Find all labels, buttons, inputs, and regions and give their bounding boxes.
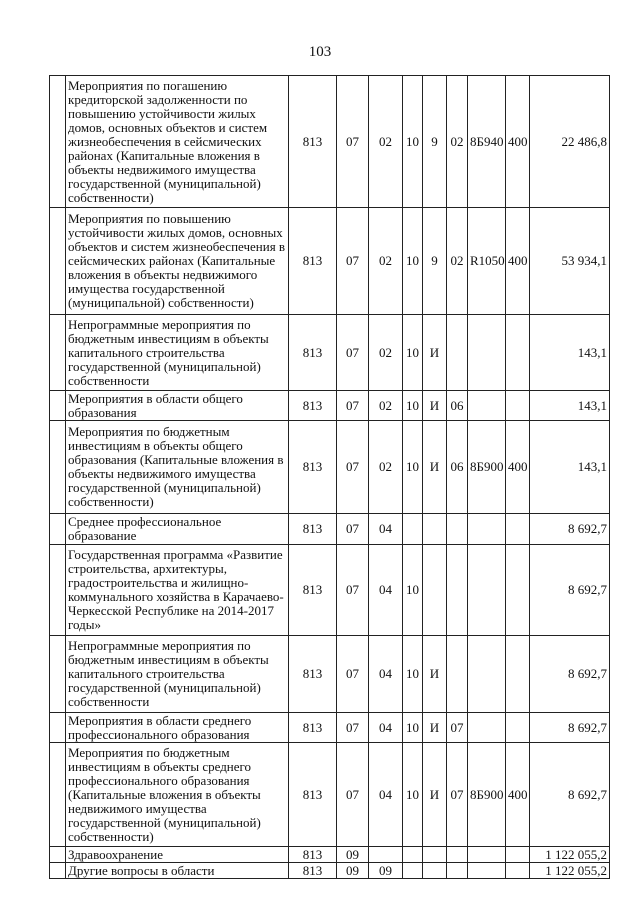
row-description: Мероприятия по бюджетным инвестициям в объекты общего образования (Капитальные вложения в объекты недвижимого имущества государственной (муниципальной) собственности) [66,421,289,514]
row-description: Мероприятия в области среднего профессионального образования [66,713,289,743]
code-direction [468,391,506,421]
code-program [403,847,423,863]
code-expense-type: 400 [506,743,530,847]
code-subsection: 04 [369,514,403,545]
code-event [447,847,468,863]
row-index-cell [50,743,66,847]
row-description: Мероприятия в области общего образования [66,391,289,421]
code-ministry: 813 [289,391,337,421]
code-section: 07 [337,315,369,391]
code-event [447,315,468,391]
table-row [50,545,610,636]
code-subprogram [423,847,447,863]
code-subsection: 04 [369,713,403,743]
table-row [50,208,610,315]
budget-table [49,75,610,879]
code-expense-type [506,315,530,391]
amount: 8 692,7 [530,713,610,743]
code-event [447,545,468,636]
row-index-cell [50,514,66,545]
code-direction: R1050 [468,208,506,315]
code-subsection: 04 [369,743,403,847]
code-ministry: 813 [289,863,337,879]
code-program: 10 [403,391,423,421]
amount: 1 122 055,2 [530,847,610,863]
row-index-cell [50,76,66,208]
code-direction [468,545,506,636]
row-index-cell [50,863,66,879]
code-ministry: 813 [289,514,337,545]
amount: 8 692,7 [530,636,610,713]
code-ministry: 813 [289,76,337,208]
code-subprogram [423,514,447,545]
code-ministry: 813 [289,315,337,391]
code-subprogram: И [423,713,447,743]
row-description: Непрограммные мероприятия по бюджетным инвестициям в объекты капитального строительства государственной (муниципальной) собственности [66,636,289,713]
code-direction: 8Б900 [468,421,506,514]
code-direction [468,713,506,743]
code-direction [468,863,506,879]
code-section: 09 [337,847,369,863]
code-direction: 8Б940 [468,76,506,208]
table-row [50,636,610,713]
code-subprogram: И [423,743,447,847]
table-row [50,391,610,421]
code-direction [468,847,506,863]
code-subsection: 04 [369,636,403,713]
code-section: 07 [337,421,369,514]
row-index-cell [50,391,66,421]
row-index-cell [50,847,66,863]
code-section: 07 [337,76,369,208]
code-expense-type [506,636,530,713]
code-program: 10 [403,743,423,847]
code-subprogram: И [423,315,447,391]
code-section: 07 [337,545,369,636]
amount: 8 692,7 [530,514,610,545]
code-subsection: 02 [369,315,403,391]
row-description: Здравоохранение [66,847,289,863]
row-index-cell [50,713,66,743]
code-event [447,514,468,545]
table-row [50,743,610,847]
code-expense-type [506,863,530,879]
code-program [403,863,423,879]
code-expense-type [506,545,530,636]
row-index-cell [50,315,66,391]
code-subsection: 02 [369,391,403,421]
code-program: 10 [403,545,423,636]
code-program: 10 [403,713,423,743]
code-subsection: 02 [369,76,403,208]
code-event: 07 [447,713,468,743]
row-description: Непрограммные мероприятия по бюджетным инвестициям в объекты капитального строительства государственной (муниципальной) собственности [66,315,289,391]
row-index-cell [50,636,66,713]
code-direction [468,315,506,391]
code-event: 02 [447,76,468,208]
row-index-cell [50,208,66,315]
page-number: 103 [308,44,332,60]
code-subsection: 02 [369,421,403,514]
row-index-cell [50,545,66,636]
code-section: 07 [337,208,369,315]
code-section: 07 [337,391,369,421]
code-direction: 8Б900 [468,743,506,847]
amount: 143,1 [530,421,610,514]
code-subprogram: И [423,636,447,713]
code-event: 06 [447,391,468,421]
table-row [50,713,610,743]
code-section: 07 [337,743,369,847]
code-expense-type: 400 [506,208,530,315]
code-section: 07 [337,636,369,713]
amount: 8 692,7 [530,545,610,636]
amount: 143,1 [530,391,610,421]
code-subprogram [423,545,447,636]
code-subprogram: И [423,391,447,421]
row-description: Мероприятия по погашению кредиторской задолженности по повышению устойчивости жилых домов, основных объектов и систем жизнеобеспечения в сейсмических районах (Капитальные вложения в объекты недвижимого имущества государственной (муниципальной) собственности) [66,76,289,208]
code-event [447,636,468,713]
code-section: 07 [337,713,369,743]
code-ministry: 813 [289,743,337,847]
table-row [50,315,610,391]
code-program: 10 [403,636,423,713]
code-program: 10 [403,76,423,208]
code-direction [468,514,506,545]
code-expense-type: 400 [506,76,530,208]
code-subsection [369,847,403,863]
code-section: 07 [337,514,369,545]
row-index-cell [50,421,66,514]
code-ministry: 813 [289,713,337,743]
code-subsection: 09 [369,863,403,879]
row-description: Мероприятия по бюджетным инвестициям в объекты среднего профессионального образования (Капитальные вложения в объекты недвижимого имущества государственной (муниципальной) собственности) [66,743,289,847]
amount: 22 486,8 [530,76,610,208]
code-ministry: 813 [289,545,337,636]
code-subprogram: 9 [423,76,447,208]
row-description: Государственная программа «Развитие строительства, архитектуры, градостроительства и жилищно-коммунального хозяйства в Карачаево-Черкесской Республике на 2014-2017 годы» [66,545,289,636]
code-ministry: 813 [289,421,337,514]
amount: 53 934,1 [530,208,610,315]
code-subsection: 04 [369,545,403,636]
code-event: 02 [447,208,468,315]
table-row [50,863,610,879]
code-event: 07 [447,743,468,847]
code-section: 09 [337,863,369,879]
code-ministry: 813 [289,636,337,713]
table-row [50,76,610,208]
code-expense-type [506,847,530,863]
code-program: 10 [403,315,423,391]
amount: 8 692,7 [530,743,610,847]
row-description: Мероприятия по повышению устойчивости жилых домов, основных объектов и систем жизнеобеспечения в сейсмических районах (Капитальные вложения в объекты недвижимого имущества государственной (муниципальной) собственности) [66,208,289,315]
code-direction [468,636,506,713]
code-ministry: 813 [289,847,337,863]
row-description: Среднее профессиональное образование [66,514,289,545]
code-ministry: 813 [289,208,337,315]
code-program: 10 [403,208,423,315]
code-expense-type [506,514,530,545]
code-expense-type [506,391,530,421]
amount: 143,1 [530,315,610,391]
code-program [403,514,423,545]
code-event: 06 [447,421,468,514]
code-subprogram: 9 [423,208,447,315]
code-event [447,863,468,879]
table-row [50,847,610,863]
code-expense-type [506,713,530,743]
table-row [50,514,610,545]
table-row [50,421,610,514]
amount: 1 122 055,2 [530,863,610,879]
code-subsection: 02 [369,208,403,315]
code-subprogram: И [423,421,447,514]
code-program: 10 [403,421,423,514]
row-description: Другие вопросы в области [66,863,289,879]
code-expense-type: 400 [506,421,530,514]
code-subprogram [423,863,447,879]
